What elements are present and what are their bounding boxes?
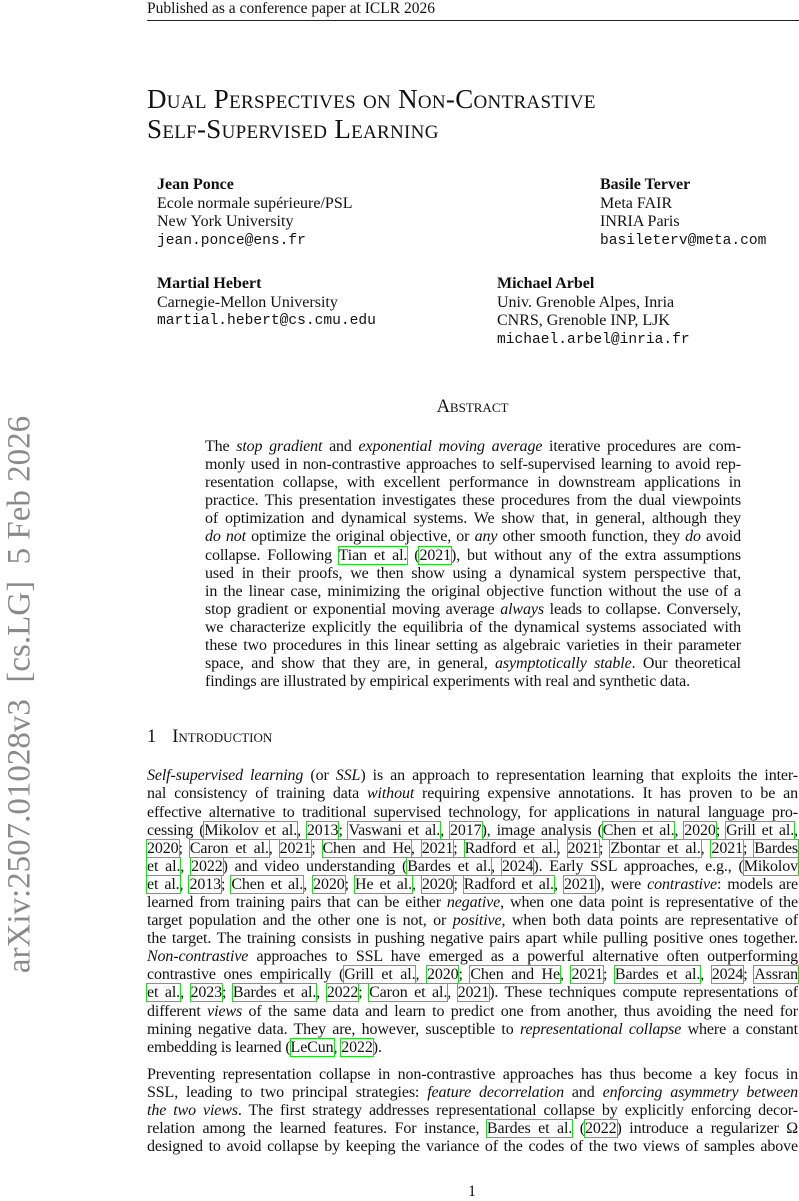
text-run: relation among the learned features. For instance, [147,1120,487,1138]
text-line [147,785,798,803]
section-heading-introduction [147,726,798,748]
emphasized-text: do not [205,528,247,546]
author-email[interactable]: michael.arbel@inria.fr [497,331,690,348]
text-run: space, and show that they are, in general, [205,655,496,673]
abstract-body [205,438,741,691]
text-run: ; [743,966,755,984]
intro-paragraph-2 [147,1066,798,1156]
emphasized-text: without [366,785,415,803]
text-run: ; [715,821,727,839]
text-run: ; [178,839,190,857]
emphasized-text: feature decorrelation [427,1083,564,1101]
text-run: these two procedures in this linear setting as algebraic varieties in their parameter [205,637,741,655]
text-run: , [700,839,712,857]
text-run: , [410,839,422,857]
text-line [147,894,798,912]
text-run: ). [372,1038,382,1056]
author-block [600,176,766,250]
text-run: ), but without any of the extra assumptions [451,546,741,564]
text-run: , [700,966,712,984]
emphasized-text: exponential moving average [358,438,543,455]
citation-link[interactable]: Bardes et al. [486,1120,573,1138]
emphasized-text: asymptotically stable [495,655,632,673]
section-number: 1 [147,727,157,748]
text-line [205,438,741,456]
text-line [205,619,741,637]
text-run: other smooth function, they [497,528,686,546]
citation-link[interactable]: Chen et al. [602,821,675,839]
citation-link[interactable]: Bardes [754,839,799,857]
text-run: and [563,1083,603,1101]
citation-link[interactable]: 2023 [190,984,223,1002]
text-line [147,1138,798,1156]
text-run: , [180,857,192,875]
emphasized-text: stop gradient [236,438,323,455]
text-run: ( [407,546,420,564]
emphasized-text: enforcing asymmetry between [602,1083,798,1101]
text-run: ; [311,839,323,857]
author-affiliation: INRIA Paris [600,213,680,231]
text-run: Preventing representation collapse in non-contrastive approaches has thus become a key focus in [147,1065,798,1083]
author-name: Jean Ponce [157,176,234,193]
author-name: Michael Arbel [497,275,595,292]
text-run: iterative procedures are com- [542,438,741,455]
citation-link[interactable]: 2021 [567,839,600,857]
author-name: Basile Terver [600,176,691,193]
text-run: , [180,984,191,1002]
citation-link[interactable]: et al. [147,875,180,893]
citation-link[interactable]: 2020 [421,875,454,893]
text-run: . Our theoretical [631,655,742,673]
citation-link[interactable]: Mikolov [743,857,798,875]
text-run: , [303,875,314,893]
text-run: ), image analysis ( [481,821,603,839]
citation-link[interactable]: He et al. [355,875,412,893]
text-line [147,930,798,948]
text-line [147,966,798,984]
text-run: resentation collapse, with excellent performance in downstream applications in [205,474,741,492]
citation-link[interactable]: Zbontar et al. [610,839,701,857]
text-run: ). Early SSL approaches, e.g., ( [533,857,744,875]
text-line [147,840,798,858]
emphasized-text: representational collapse [519,1020,682,1038]
text-run: , [491,857,502,875]
text-line [147,1066,798,1084]
text-run: ), were [595,875,648,893]
text-run: the target. The training consists in pushing negative pairs apart while pulling positive ones together. [147,930,798,948]
text-run: and [322,438,359,455]
citation-link[interactable]: Tian et al. [338,546,408,564]
text-line [205,655,741,673]
citation-link[interactable]: Caron et al. [369,984,448,1002]
header-rule [147,20,799,21]
text-run: used in their proofs, we then show using a dynamical system perspective that, [205,564,741,582]
text-run: effective alternative to traditional supervised technology, for applications in natural language pro- [147,803,798,821]
text-run: different [147,1002,208,1020]
text-run: monly used in non-contrastive approaches to self-supervised learning to avoid rep- [205,456,741,474]
text-run: avoid [700,528,742,546]
section-title: Introduction [172,727,273,748]
text-run: ; [742,839,755,857]
text-run: approaches to SSL have emerged as a powerful alternative often outperforming [248,948,798,966]
author-affiliation: Meta FAIR [600,194,673,212]
text-line [205,510,741,528]
text-line [205,474,741,492]
citation-link[interactable]: 2021 [571,966,603,984]
citation-link[interactable]: 2021 [711,839,743,857]
text-line [147,822,798,840]
text-run: , [268,839,280,857]
citation-link[interactable]: 2021 [419,546,451,564]
text-run: ; [344,875,356,893]
text-run: embedding is learned ( [147,1038,291,1056]
citation-link[interactable]: et al. [147,857,181,875]
emphasized-text: negative [446,893,501,911]
emphasized-text: Self-supervised learning [147,767,304,785]
text-run: , [447,984,458,1002]
text-run: SSL, leading to two principal strategies: [147,1083,428,1101]
text-line [205,583,741,601]
citation-link[interactable]: Grill et al. [344,966,416,984]
text-run: , [415,966,427,984]
intro-paragraph-1 [147,767,798,1057]
text-run: leads to collapse. Conversely, [543,600,741,618]
text-run: requiring expensive annotations. It has proven to be an [414,785,798,803]
text-line [205,492,741,510]
citation-link[interactable]: Bardes et al. [614,966,701,984]
text-line [147,1039,798,1057]
text-run: findings are illustrated by empirical experiments with real and synthetic data. [205,673,691,691]
citation-link[interactable]: 2021 [279,839,312,857]
text-run: ) and video understanding ( [222,857,408,875]
main-text-column [147,396,798,1156]
text-run: contrastive ones empirically ( [147,966,345,984]
text-line [205,547,741,565]
emphasized-text: views [207,1002,243,1020]
text-run: target population and the other one is not, or [147,912,453,930]
text-run: ) is an approach to representation learning that exploits the inter- [360,767,798,785]
text-line [147,948,798,966]
text-run: ; [602,966,615,984]
text-run: stop gradient or exponential moving average [205,600,501,618]
text-line [147,1120,798,1138]
citation-link[interactable]: 2020 [313,875,345,893]
author-email[interactable]: jean.ponce@ens.fr [157,232,306,249]
text-run: , [316,984,327,1002]
citation-link[interactable]: Radford et al. [463,875,554,893]
citation-link[interactable]: Grill et al. [726,821,795,839]
text-line [205,565,741,583]
text-line [147,876,798,894]
text-line [205,528,741,546]
author-block [497,275,690,349]
citation-link[interactable]: Chen and He [322,839,411,857]
conference-header: Published as a conference paper at ICLR 2026 [147,0,435,17]
emphasized-text: always [500,600,544,618]
text-run: ; [453,839,465,857]
text-line [147,1021,798,1039]
text-run: ; [599,839,611,857]
text-line [147,1084,798,1102]
citation-link[interactable]: 2021 [457,984,490,1002]
text-run: ; [338,821,349,839]
text-run: , [556,839,568,857]
arxiv-stamp: arXiv:2507.01028v3 [cs.LG] 5 Feb 2026 [1,415,38,974]
author-affiliation: Carnegie-Mellon University [157,293,338,311]
author-affiliation: New York University [157,213,294,231]
text-run: , [297,821,307,839]
citation-link[interactable]: 2020 [684,821,716,839]
text-line [147,1102,798,1120]
author-block [157,176,353,250]
emphasized-text: the two views [147,1102,238,1119]
page-number: 1 [468,1183,476,1200]
citation-link[interactable]: 2020 [147,839,179,857]
emphasized-text: positive [452,912,502,930]
text-run: ( [572,1120,585,1138]
citation-link[interactable]: et al. [147,984,181,1002]
text-run: mining negative data. They are, however, susceptible to [147,1020,520,1038]
citation-link[interactable]: Mikolov et al. [204,821,298,839]
text-run: in the linear case, minimizing the original objective function without the use of a [205,582,741,600]
author-affiliation: Ecole normale supérieure/PSL [157,194,353,212]
citation-link[interactable]: Bardes et al. [232,984,317,1002]
emphasized-text: any [474,528,498,546]
abstract-heading: Abstract [436,397,509,417]
text-run: nal consistency of training data [147,785,367,803]
text-run: , [553,875,564,893]
emphasized-text: do [685,528,701,546]
text-run: designed to avoid collapse by keeping the variance of the codes of the two views of samples above [147,1138,798,1156]
author-name: Martial Hebert [157,275,262,292]
text-line [147,912,798,930]
emphasized-text: Non-contrastive [147,948,249,966]
citation-link[interactable]: 2020 [426,966,459,984]
text-run: , [794,821,799,839]
text-run: , [179,875,190,893]
text-run: ; [458,966,471,984]
text-run: ; [358,984,370,1002]
text-run: , [411,875,422,893]
text-run: , [559,966,572,984]
text-run: we characterize explicitly the equilibria of the dynamical systems associated with [205,618,741,636]
text-line [147,858,798,876]
citation-link[interactable]: 2017 [450,821,482,839]
citation-link[interactable]: 2021 [563,875,596,893]
text-line [147,1003,798,1021]
author-email[interactable]: basileterv@meta.com [600,232,767,249]
text-run: ). These techniques compute representations of [489,984,798,1002]
text-run: The [205,438,237,455]
text-run: cessing ( [147,821,205,839]
text-run: where a constant [681,1020,798,1038]
citation-link[interactable]: Assran [754,966,798,984]
text-line [205,601,741,619]
citation-link[interactable]: Chen et al. [231,875,304,893]
text-run: ; [220,875,232,893]
text-run: optimize the original objective, or [246,528,475,546]
text-run: . The first strategy addresses representational collapse by explicitly enforcing decor- [237,1102,798,1119]
author-block [157,275,376,331]
paper-title-line-1: Dual Perspectives on Non-Contrastive [147,84,596,114]
citation-link[interactable]: 2022 [584,1120,617,1138]
text-run: ) introduce a regularizer Ω [616,1120,798,1138]
citation-link[interactable]: 2021 [421,839,454,857]
citation-link[interactable]: Vaswani et al. [348,821,441,839]
text-run: , [674,821,685,839]
paper-title-line-2: Self-Supervised Learning [147,114,439,144]
text-line [147,984,798,1002]
text-run: of the same data and learn to predict one from another, thus avoiding the need for [242,1002,798,1020]
citation-link[interactable]: 2024 [711,966,744,984]
text-run: , [440,821,451,839]
citation-link[interactable]: Bardes et al. [407,857,492,875]
text-run: learned from training pairs that can be either [147,893,447,911]
text-line [205,637,741,655]
author-affiliation: CNRS, Grenoble INP, LJK [497,312,670,330]
citation-link[interactable]: 2022 [341,1038,373,1056]
citation-link[interactable]: LeCun [290,1038,334,1056]
text-run: collapse. Following [205,546,339,564]
citation-link[interactable]: 2013 [189,875,221,893]
text-run: : models are [716,875,799,893]
text-run: , when both data points are representative of [501,912,798,930]
text-run: (or [303,767,336,785]
author-affiliation: Univ. Grenoble Alpes, Inria [497,293,675,311]
text-run: ; [453,875,464,893]
text-run: , when one data point is representative of the [500,893,798,911]
author-email[interactable]: martial.hebert@cs.cmu.edu [157,313,376,330]
text-line [147,804,798,822]
citation-link[interactable]: 2022 [191,857,223,875]
citation-link[interactable]: Chen and He [470,966,560,984]
citation-link[interactable]: Caron et al. [189,839,269,857]
text-line [205,456,741,474]
text-run: , [333,1038,342,1056]
text-run: ; [222,984,233,1002]
citation-link[interactable]: 2013 [306,821,339,839]
citation-link[interactable]: 2022 [326,984,359,1002]
emphasized-text: contrastive [647,875,717,893]
text-run: of optimization and dynamical systems. We show that, in general, although they [205,510,741,528]
text-run: practice. This presentation investigates these procedures from the dual viewpoints [205,492,741,510]
citation-link[interactable]: Radford et al. [464,839,557,857]
text-line [147,767,798,785]
emphasized-text: SSL [335,767,361,785]
citation-link[interactable]: 2024 [501,857,534,875]
text-line [205,673,741,691]
